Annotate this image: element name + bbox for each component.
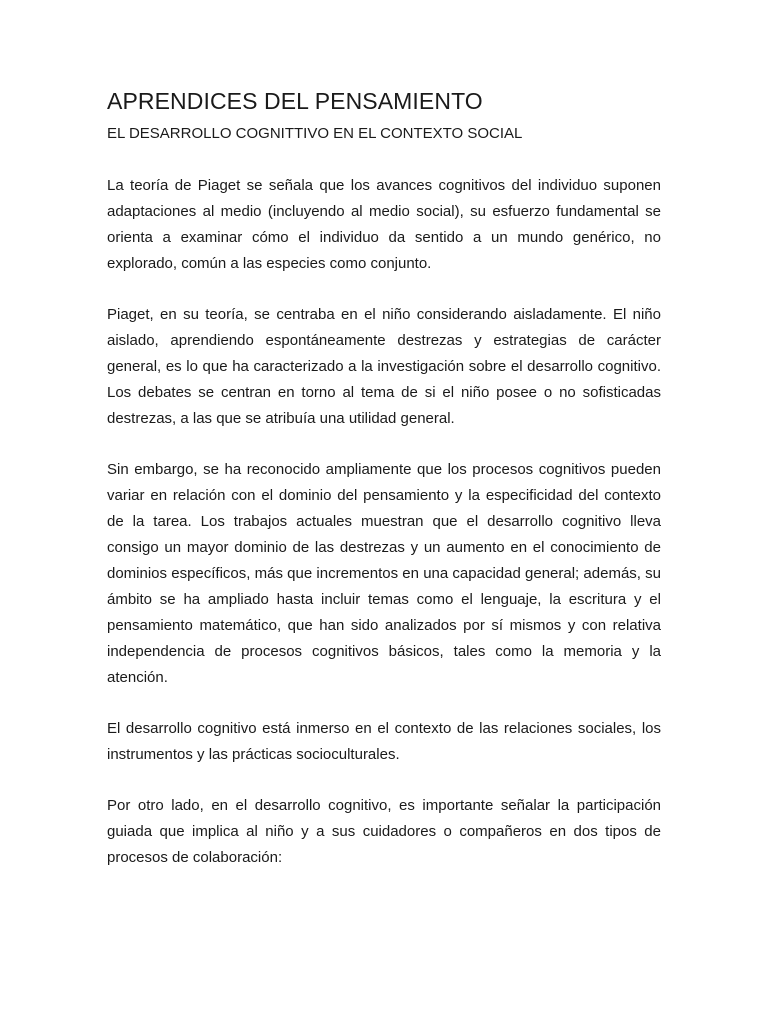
- paragraph-2: Piaget, en su teoría, se centraba en el niño considerando aisladamente. El niño aislado, aprendiendo espontáneamente destrezas y estrategias de carácter general, es lo que ha caracterizado a la investigación sobre el desarrollo cognitivo. Los debates se centran en torno al tema de si el niño posee o no sofisticadas destrezas, a las que se atribuía una utilidad general.: [107, 306, 661, 427]
- paragraph-4: El desarrollo cognitivo está inmerso en el contexto de las relaciones sociales, los instrumentos y las prácticas socioculturales.: [107, 720, 661, 763]
- paragraph-3: Sin embargo, se ha reconocido ampliamente que los procesos cognitivos pueden variar en relación con el dominio del pensamiento y la especificidad del contexto de la tarea. Los trabajos actuales muestran que el desarrollo cognitivo lleva consigo un mayor dominio de las destrezas y un aumento en el conocimiento de dominios específicos, más que incrementos en una capacidad general; además, su ámbito se ha ampliado hasta incluir temas como el lenguaje, la escritura y el pensamiento matemático, que han sido analizados por sí mismos y con relativa independencia de procesos cognitivos básicos, tales como la memoria y la atención.: [107, 461, 661, 686]
- document-subtitle: EL DESARROLLO COGNITTIVO EN EL CONTEXTO SOCIAL: [107, 125, 523, 142]
- paragraph-1: La teoría de Piaget se señala que los avances cognitivos del individuo suponen adaptaciones al medio (incluyendo al medio social), su esfuerzo fundamental se orienta a examinar cómo el individuo da sentido a un mundo genérico, no explorado, común a las especies como conjunto.: [107, 177, 661, 272]
- document-title: APRENDICES DEL PENSAMIENTO: [107, 88, 483, 114]
- document-page: [107, 86, 661, 871]
- paragraph-5: Por otro lado, en el desarrollo cognitivo, es importante señalar la participación guiada que implica al niño y a sus cuidadores o compañeros en dos tipos de procesos de colaboración:: [107, 797, 661, 866]
